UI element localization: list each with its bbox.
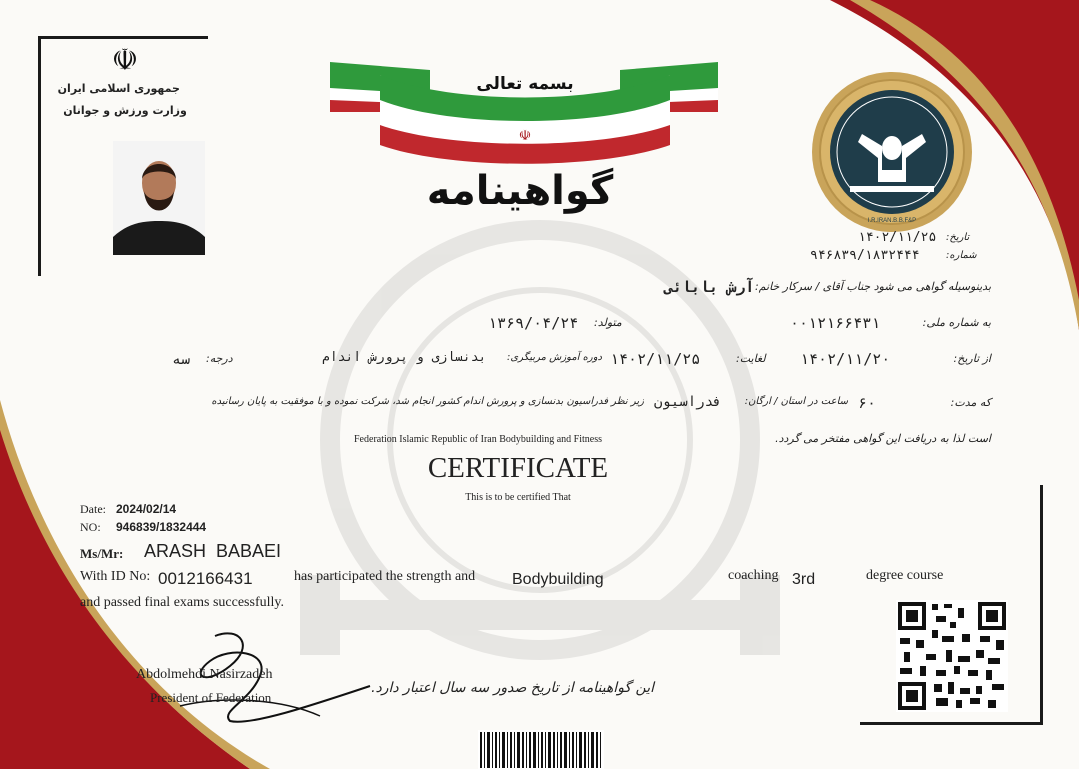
fa-supervision: زیر نظر فدراسیون بدنسازی و پرورش اندام کشور انجام شد، شرکت نموده و با موفقیت به پایان رسانیده <box>211 396 644 407</box>
signer-name: Abdolmehdi Nasirzadeh <box>136 667 273 682</box>
barcode <box>478 730 604 769</box>
bismillah-text: بسمه تعالی <box>476 74 574 94</box>
en-id-value: 0012166431 <box>158 569 253 588</box>
fa-id-label: به شماره ملی: <box>922 316 991 329</box>
en-federation: Federation Islamic Republic of Iran Bodybuilding and Fitness <box>354 434 603 445</box>
fa-degree-label: درجه: <box>206 352 233 365</box>
en-name-value: ARASH BABAEI <box>144 541 282 561</box>
iran-emblem-icon: ☫ <box>111 43 139 78</box>
title-persian: گواهینامه <box>426 168 614 214</box>
fa-name-value: آرش بابائی <box>664 278 755 296</box>
fa-org-value: فدراسیون <box>654 394 722 410</box>
fa-from-value: ۱۴۰۲/۱۱/۲۰ <box>800 350 891 368</box>
en-coaching: coaching <box>728 568 779 583</box>
fa-date-label: تاریخ: <box>946 232 970 243</box>
fa-id-value: ۰۰۱۲۱۶۶۴۳۱ <box>790 314 881 332</box>
en-no-value: 946839/1832444 <box>116 520 207 534</box>
fa-duration-value: ۶۰ <box>858 394 877 412</box>
fa-course-value: بدنسازی و پرورش اندام <box>322 350 487 365</box>
frame-line-bottom-right <box>860 722 1043 725</box>
en-degree-course: degree course <box>866 568 944 583</box>
federation-seal <box>808 68 976 236</box>
frame-line-left <box>38 36 41 276</box>
en-passed: and passed final exams successfully. <box>80 595 284 610</box>
en-sport-value: Bodybuilding <box>512 571 604 588</box>
fa-closing: است لذا به دریافت این گواهی مفتخر می گردد. <box>775 432 991 445</box>
holder-photo <box>113 141 205 255</box>
seal-text: I.R.IRAN.B.B.F&P <box>867 218 917 224</box>
fa-from-label: از تاریخ: <box>953 352 991 365</box>
fa-duration-label: که مدت: <box>950 396 991 409</box>
fa-birth-value: ۱۳۶۹/۰۴/۲۴ <box>488 314 579 332</box>
qr-code <box>896 600 1008 712</box>
fa-to-label: لغایت: <box>736 352 766 365</box>
fa-degree-value: سه <box>172 350 191 368</box>
ministry-line-2: وزارت ورزش و جوانان <box>63 104 187 117</box>
fa-intro: بدینوسیله گواهی می شود جناب آقای / سرکار خانم: <box>755 280 991 293</box>
fa-validity: این گواهینامه از تاریخ صدور سه سال اعتبار دارد. <box>371 680 654 696</box>
signer-title: President of Federation <box>150 690 272 705</box>
en-participated: has participated the strength and <box>294 569 476 584</box>
fa-number-value: ۹۴۶۸۳۹/۱۸۳۲۴۴۴ <box>810 248 920 263</box>
fa-to-value: ۱۴۰۲/۱۱/۲۵ <box>610 350 701 368</box>
fa-course-label: دوره آموزش مربیگری: <box>507 352 602 363</box>
en-no-label: NO: <box>80 520 101 534</box>
fa-birth-label: متولد: <box>594 316 622 329</box>
fa-number-label: شماره: <box>946 250 977 261</box>
en-title: CERTIFICATE <box>427 452 609 484</box>
fa-date-value: ۱۴۰۲/۱۱/۲۵ <box>858 230 937 245</box>
svg-text:☫: ☫ <box>518 128 532 144</box>
en-degree-value: 3rd <box>792 571 816 588</box>
en-subtitle: This is to be certified That <box>465 492 571 503</box>
en-date-label: Date: <box>80 502 106 516</box>
ministry-line-1: جمهوری اسلامی ایران <box>57 82 180 95</box>
en-name-label: Ms/Mr: <box>80 546 124 561</box>
en-id-label: With ID No: <box>80 569 151 584</box>
fa-hours-label: ساعت در استان / ارگان: <box>744 396 848 407</box>
frame-line-right <box>1040 485 1043 725</box>
frame-line-top-left <box>38 36 208 39</box>
en-date-value: 2024/02/14 <box>116 502 177 516</box>
